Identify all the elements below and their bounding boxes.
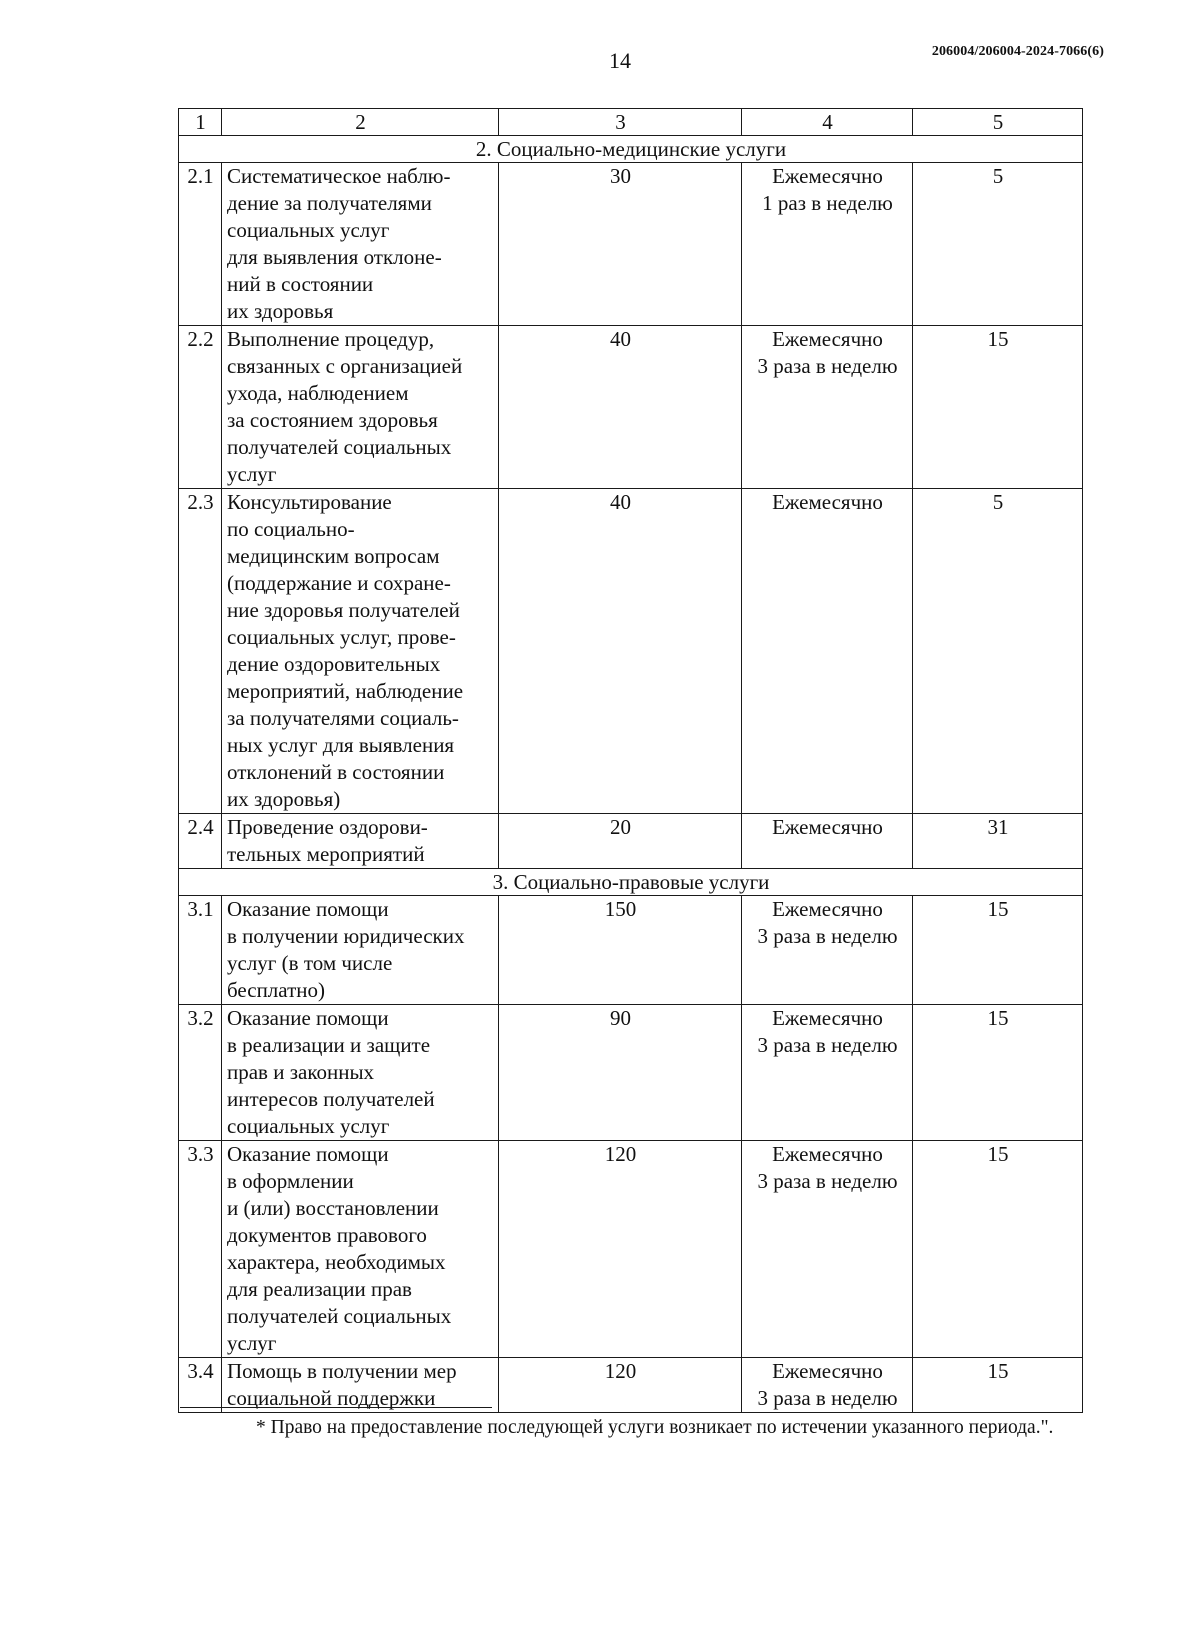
row-number: 2.1 [179,163,222,326]
row-frequency: Ежемесячно 3 раза в неделю [742,1005,913,1141]
row-description: Систематическое наблю- дение за получателями социальных услуг для выявления отклоне- ний в состоянии их здоровья [222,163,499,326]
table-row [179,896,1083,1005]
row-frequency: Ежемесячно 3 раза в неделю [742,896,913,1005]
table-row [179,1005,1083,1141]
column-header: 5 [913,109,1083,136]
row-description: Оказание помощи в реализации и защите прав и законных интересов получателей социальных услуг [222,1005,499,1141]
section-title: 3. Социально-правовые услуги [179,869,1083,896]
column-header: 2 [222,109,499,136]
column-header: 4 [742,109,913,136]
row-col3: 150 [499,896,742,1005]
column-header-row [179,109,1083,136]
footnote: * Право на предоставление последующей услуги возникает по истечении указанного периода.". [256,1417,1054,1438]
footnote-divider [180,1407,492,1408]
row-number: 2.2 [179,326,222,489]
page-number: 14 [609,48,631,73]
row-description: Оказание помощи в получении юридических услуг (в том числе бесплатно) [222,896,499,1005]
row-col3: 20 [499,814,742,869]
section-row [179,869,1083,896]
table-row [179,326,1083,489]
row-description: Консультирование по социально- медицинским вопросам (поддержание и сохране- ние здоровья получателей социальных услуг, прове- дение оздоровительных мероприятий, наблюдение за получателями социаль- ных услуг для выявления отклонений в состоянии их здоровья) [222,489,499,814]
row-col3: 120 [499,1358,742,1413]
row-col5: 15 [913,1358,1083,1413]
section-title: 2. Социально-медицинские услуги [179,136,1083,163]
table-row [179,489,1083,814]
row-col3: 90 [499,1005,742,1141]
row-number: 3.1 [179,896,222,1005]
table-row [179,163,1083,326]
row-frequency: Ежемесячно [742,814,913,869]
column-header: 3 [499,109,742,136]
row-col3: 120 [499,1141,742,1358]
row-frequency: Ежемесячно 1 раз в неделю [742,163,913,326]
row-col5: 15 [913,1141,1083,1358]
row-frequency: Ежемесячно 3 раза в неделю [742,326,913,489]
row-frequency: Ежемесячно 3 раза в неделю [742,1141,913,1358]
services-table [178,108,1083,1413]
row-number: 2.3 [179,489,222,814]
row-col3: 40 [499,489,742,814]
row-col5: 15 [913,896,1083,1005]
document-id: 206004/206004-2024-7066(6) [931,44,1104,59]
row-frequency: Ежемесячно [742,489,913,814]
row-description: Помощь в получении мер социальной поддержки [222,1358,499,1413]
row-description: Проведение оздорови- тельных мероприятий [222,814,499,869]
column-header: 1 [179,109,222,136]
row-frequency: Ежемесячно 3 раза в неделю [742,1358,913,1413]
row-number: 2.4 [179,814,222,869]
row-number: 3.2 [179,1005,222,1141]
row-col3: 30 [499,163,742,326]
row-number: 3.4 [179,1358,222,1413]
row-number: 3.3 [179,1141,222,1358]
row-col5: 15 [913,1005,1083,1141]
row-col5: 5 [913,163,1083,326]
row-description: Оказание помощи в оформлении и (или) восстановлении документов правового характера, необходимых для реализации прав получателей социальных услуг [222,1141,499,1358]
row-col5: 15 [913,326,1083,489]
row-description: Выполнение процедур, связанных с организацией ухода, наблюдением за состоянием здоровья получателей социальных услуг [222,326,499,489]
section-row [179,136,1083,163]
row-col5: 31 [913,814,1083,869]
table-row [179,814,1083,869]
table-row [179,1358,1083,1413]
table-row [179,1141,1083,1358]
row-col3: 40 [499,326,742,489]
row-col5: 5 [913,489,1083,814]
